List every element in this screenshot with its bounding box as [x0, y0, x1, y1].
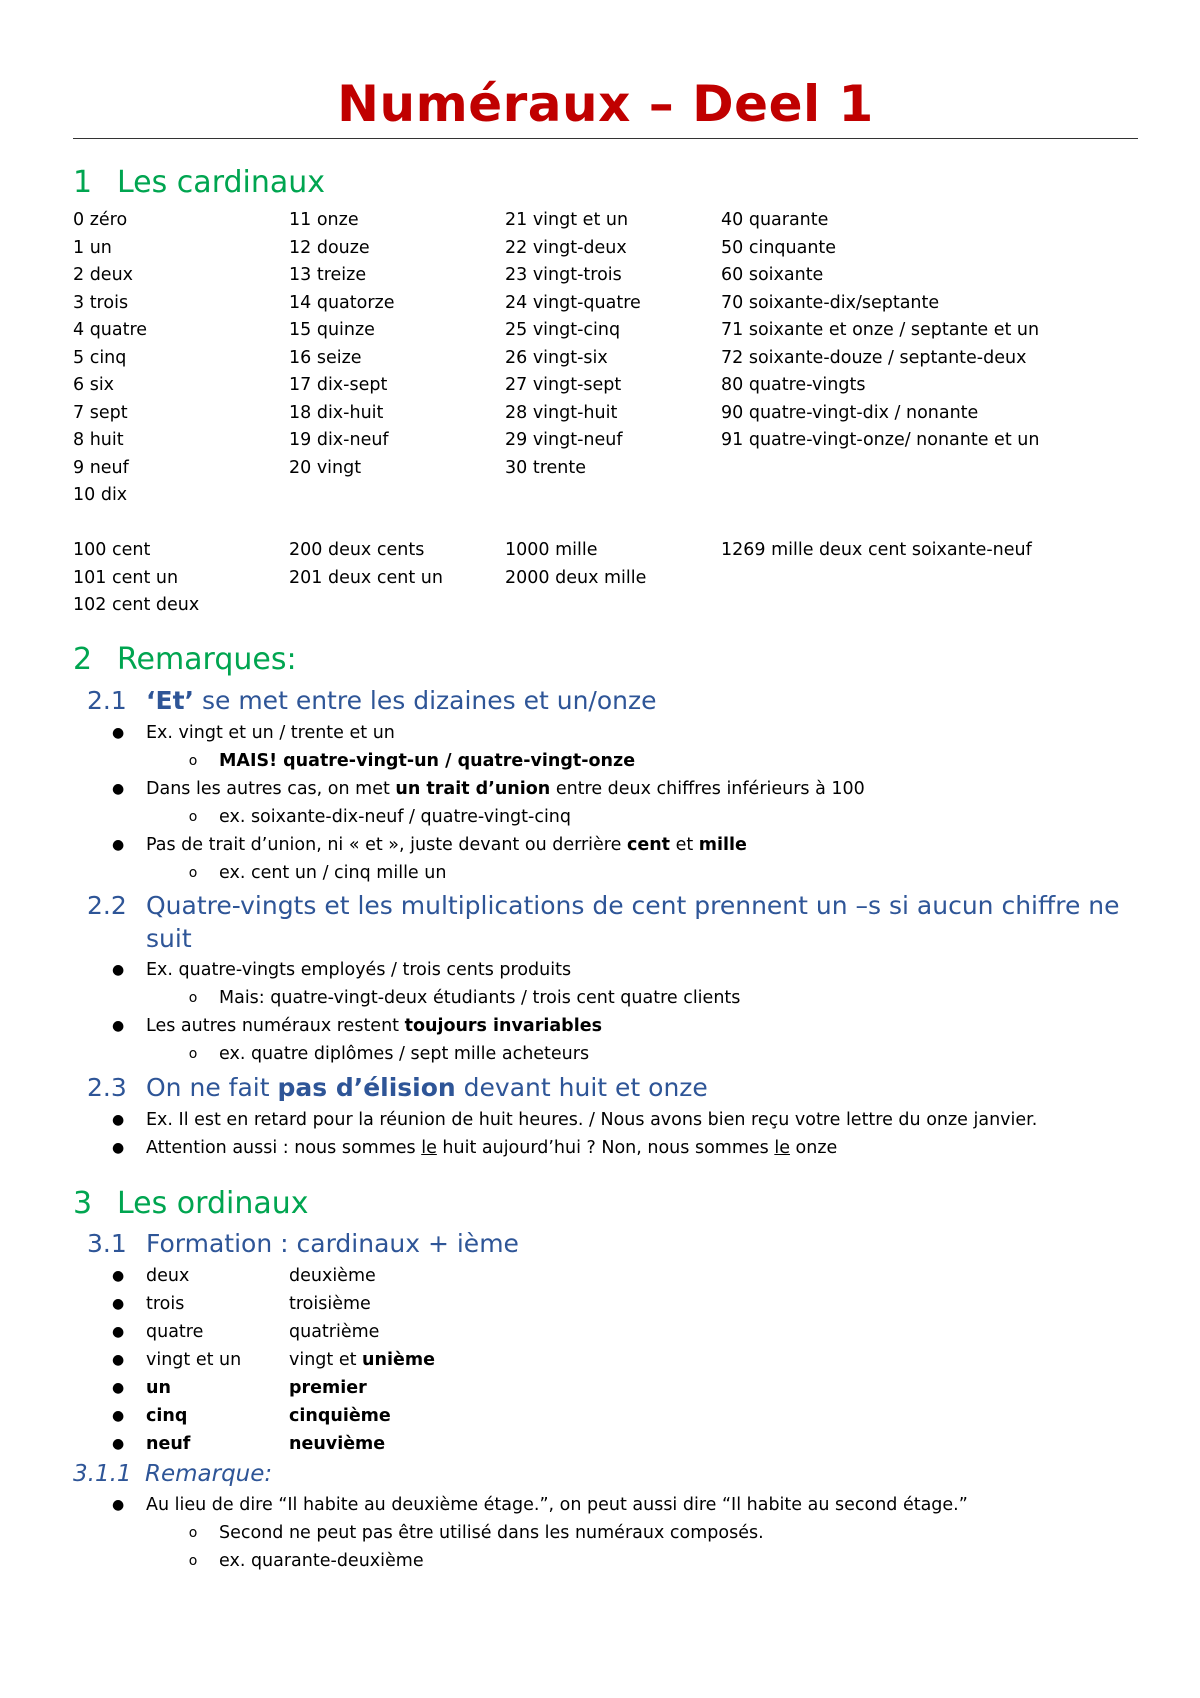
bullet-text: Ex. quatre-vingts employés / trois cents produits — [146, 960, 572, 980]
bullet-icon: ● — [112, 1408, 125, 1424]
heading-number: 2.1 — [87, 686, 127, 715]
bullet-text: Ex. Il est en retard pour la réunion de huit heures. / Nous avons bien reçu votre lettre du onze janvier. — [146, 1110, 1038, 1130]
cardinal-entry: 14 quatorze — [289, 292, 395, 313]
ordinal-form: quatrième — [289, 1322, 380, 1342]
cardinal-entry: 2000 deux mille — [505, 567, 647, 588]
heading-text: Formation : cardinaux + ième — [146, 1229, 519, 1258]
ordinal-cardinal: vingt et un — [146, 1350, 242, 1370]
cardinal-entry: 4 quatre — [73, 320, 148, 340]
cardinal-column-4 — [721, 537, 1032, 565]
sub-bullet-item — [188, 1548, 424, 1576]
heading-cardinaux — [73, 163, 325, 203]
cardinal-entry: 1 un — [73, 237, 112, 258]
ordinal-form: cinquième — [289, 1406, 391, 1426]
bullet-text: onze — [789, 1138, 838, 1158]
cardinal-entry: 91 quatre-vingt-onze/ nonante et un — [721, 430, 1040, 450]
ordinal-cardinal: deux — [146, 1266, 190, 1286]
ordinal-form: premier — [289, 1378, 367, 1398]
bullet-text: entre deux chiffres inférieurs à 100 — [550, 779, 865, 799]
heading-3-1-1 — [73, 1459, 272, 1489]
cardinal-entry: 40 quarante — [721, 210, 829, 230]
ordinal-cardinal: un — [146, 1378, 171, 1398]
cardinal-entry: 100 cent — [73, 540, 151, 560]
cardinal-column-2 — [289, 537, 443, 592]
cardinal-entry: 70 soixante-dix/septante — [721, 292, 940, 313]
heading-emphasis: ‘Et’ — [146, 686, 195, 715]
bullet-item — [112, 1135, 838, 1163]
cardinal-entry: 18 dix-huit — [289, 402, 384, 423]
ordinal-cardinal: quatre — [146, 1322, 204, 1342]
title-underline — [73, 138, 1138, 139]
ordinal-form: troisième — [289, 1294, 371, 1314]
heading-3-1 — [87, 1227, 1147, 1260]
bullet-icon: ● — [112, 1436, 125, 1452]
cardinal-entry: 25 vingt-cinq — [505, 320, 621, 340]
cardinal-entry: 6 six — [73, 375, 115, 395]
bullet-icon: ● — [112, 1352, 125, 1368]
cardinal-entry: 90 quatre-vingt-dix / nonante — [721, 402, 979, 423]
cardinal-entry: 1269 mille deux cent soixante-neuf — [721, 540, 1032, 560]
ordinal-row — [112, 1347, 435, 1375]
cardinal-entry: 24 vingt-quatre — [505, 292, 641, 313]
cardinal-entry: 201 deux cent un — [289, 567, 443, 588]
bullet-text: Second ne peut pas être utilisé dans les numéraux composés. — [219, 1523, 764, 1543]
cardinal-entry: 16 seize — [289, 347, 362, 368]
heading-text — [146, 684, 1147, 717]
bullet-text: huit aujourd’hui ? Non, nous sommes — [436, 1138, 775, 1158]
heading-text: Remarques: — [117, 642, 297, 677]
bullet-text: Dans les autres cas, on met — [146, 779, 396, 799]
bullet-icon: ● — [112, 725, 125, 741]
heading-text — [146, 1071, 1147, 1104]
bullet-text: ex. cent un / cinq mille un — [219, 863, 447, 883]
heading-ordinaux — [73, 1184, 309, 1224]
cardinal-entry: 60 soixante — [721, 265, 824, 285]
cardinal-entry: 80 quatre-vingts — [721, 375, 866, 395]
bullet-item — [112, 1107, 1038, 1135]
ordinal-cardinal: cinq — [146, 1406, 188, 1426]
cardinal-column-3 — [505, 207, 641, 482]
bullet-text: MAIS! quatre-vingt-un / quatre-vingt-onze — [219, 751, 636, 771]
bullet-icon: ● — [112, 962, 125, 978]
cardinal-entry: 20 vingt — [289, 457, 362, 478]
bullet-icon: ● — [112, 1268, 125, 1284]
sub-bullet-icon: o — [188, 865, 198, 881]
bullet-text: Les autres numéraux restent — [146, 1016, 405, 1036]
cardinal-entry: 26 vingt-six — [505, 347, 608, 368]
cardinal-column-1 — [73, 207, 147, 510]
bullet-icon: ● — [112, 1296, 125, 1312]
heading-rest: se met entre les dizaines et un/onze — [194, 686, 657, 715]
cardinal-entry: 21 vingt et un — [505, 210, 629, 230]
ordinal-form: neuvième — [289, 1434, 386, 1454]
cardinal-entry: 22 vingt-deux — [505, 237, 627, 258]
sub-bullet-icon: o — [188, 1046, 198, 1062]
cardinal-entry: 101 cent un — [73, 567, 179, 588]
heading-number: 3.1.1 — [73, 1461, 132, 1487]
bullet-text: ex. quarante-deuxième — [219, 1551, 424, 1571]
cardinal-entry: 71 soixante et onze / septante et un — [721, 320, 1040, 340]
ordinal-row — [112, 1431, 386, 1459]
bullet-item — [112, 776, 865, 804]
bullet-item — [112, 957, 572, 985]
cardinal-entry: 7 sept — [73, 402, 128, 423]
bullet-emphasis: toujours invariables — [404, 1016, 602, 1036]
ordinal-row — [112, 1319, 380, 1347]
cardinal-entry: 28 vingt-huit — [505, 402, 618, 423]
ordinal-cardinal: trois — [146, 1294, 185, 1314]
sub-bullet-item — [188, 985, 741, 1013]
bullet-underline: le — [421, 1138, 437, 1158]
bullet-item — [112, 1492, 968, 1520]
cardinal-entry: 1000 mille — [505, 540, 598, 560]
bullet-emphasis: mille — [698, 835, 747, 855]
cardinal-entry: 23 vingt-trois — [505, 265, 622, 285]
ordinal-row — [112, 1263, 376, 1291]
cardinal-entry: 50 cinquante — [721, 237, 837, 258]
sub-bullet-icon: o — [188, 990, 198, 1006]
bullet-text: ex. soixante-dix-neuf / quatre-vingt-cinq — [219, 807, 571, 827]
bullet-icon: ● — [112, 1497, 125, 1513]
ordinal-form: vingt et — [289, 1350, 363, 1370]
cardinal-entry: 8 huit — [73, 430, 124, 450]
cardinal-column-4 — [721, 207, 1039, 455]
bullet-text: et — [670, 835, 699, 855]
heading-text: Remarque: — [145, 1461, 273, 1487]
ordinal-row — [112, 1403, 391, 1431]
sub-bullet-icon: o — [188, 1525, 198, 1541]
cardinal-entry: 72 soixante-douze / septante-deux — [721, 347, 1027, 368]
cardinal-entry: 5 cinq — [73, 347, 127, 368]
bullet-underline: le — [774, 1138, 790, 1158]
bullet-emphasis: cent — [626, 835, 671, 855]
bullet-text: ex. quatre diplômes / sept mille acheteurs — [219, 1044, 590, 1064]
bullet-text: Mais: quatre-vingt-deux étudiants / trois cent quatre clients — [219, 988, 741, 1008]
ordinal-form: deuxième — [289, 1266, 376, 1286]
bullet-text: Ex. vingt et un / trente et un — [146, 723, 395, 743]
ordinal-row — [112, 1291, 371, 1319]
heading-number: 3 — [73, 1186, 93, 1221]
bullet-item — [112, 720, 395, 748]
cardinal-entry: 0 zéro — [73, 210, 128, 230]
cardinal-entry: 9 neuf — [73, 457, 129, 478]
sub-bullet-icon: o — [188, 1553, 198, 1569]
bullet-icon: ● — [112, 1112, 125, 1128]
bullet-icon: ● — [112, 1140, 125, 1156]
bullet-text: Au lieu de dire “Il habite au deuxième étage.”, on peut aussi dire “Il habite au second étage.” — [146, 1495, 968, 1515]
bullet-icon: ● — [112, 1324, 125, 1340]
cardinal-column-2 — [289, 207, 394, 482]
bullet-icon: ● — [112, 1018, 125, 1034]
heading-2-1 — [87, 684, 1147, 717]
bullet-icon: ● — [112, 781, 125, 797]
sub-bullet-item — [188, 1041, 590, 1069]
heading-number: 2.2 — [87, 891, 127, 920]
heading-remarques — [73, 640, 297, 680]
cardinal-entry: 200 deux cents — [289, 540, 425, 560]
sub-bullet-icon: o — [188, 753, 198, 769]
cardinal-entry: 12 douze — [289, 237, 370, 258]
cardinal-entry: 2 deux — [73, 265, 134, 285]
cardinal-entry: 3 trois — [73, 292, 129, 313]
page-title: Numéraux – Deel 1 — [337, 75, 874, 133]
heading-number: 2 — [73, 642, 93, 677]
bullet-icon: ● — [112, 837, 125, 853]
heading-text: Quatre-vingts et les multiplications de cent prennent un –s si aucun chiffre ne suit — [146, 891, 1120, 953]
sub-bullet-item — [188, 1520, 764, 1548]
cardinal-entry: 13 treize — [289, 265, 367, 285]
sub-bullet-item — [188, 860, 447, 888]
heading-text: Les cardinaux — [117, 165, 326, 200]
cardinal-column-1 — [73, 537, 199, 620]
cardinal-entry: 102 cent deux — [73, 595, 200, 615]
cardinal-entry: 15 quinze — [289, 320, 375, 340]
ordinal-row — [112, 1375, 367, 1403]
heading-2-3 — [87, 1071, 1147, 1104]
heading-rest: On ne fait — [146, 1073, 278, 1102]
heading-number: 3.1 — [87, 1229, 127, 1258]
cardinal-entry: 10 dix — [73, 485, 128, 505]
cardinal-entry: 17 dix-sept — [289, 375, 388, 395]
cardinal-entry: 29 vingt-neuf — [505, 430, 623, 450]
cardinal-entry: 30 trente — [505, 457, 586, 478]
cardinal-column-3 — [505, 537, 646, 592]
bullet-item — [112, 1013, 602, 1041]
cardinal-entry: 11 onze — [289, 210, 359, 230]
sub-bullet-item — [188, 748, 636, 776]
bullet-text: Attention aussi : nous sommes — [146, 1138, 422, 1158]
heading-2-2 — [87, 889, 1147, 955]
bullet-item — [112, 832, 747, 860]
heading-rest: devant huit et onze — [455, 1073, 708, 1102]
ordinal-cardinal: neuf — [146, 1434, 191, 1454]
heading-number: 1 — [73, 165, 93, 200]
bullet-text: Pas de trait d’union, ni « et », juste devant ou derrière — [146, 835, 627, 855]
bullet-icon: ● — [112, 1380, 125, 1396]
heading-number: 2.3 — [87, 1073, 127, 1102]
sub-bullet-icon: o — [188, 809, 198, 825]
bullet-emphasis: un trait d’union — [395, 779, 551, 799]
heading-text: Les ordinaux — [117, 1186, 309, 1221]
heading-emphasis: pas d’élision — [277, 1073, 456, 1102]
ordinal-emphasis: unième — [362, 1350, 435, 1370]
cardinal-entry: 19 dix-neuf — [289, 430, 389, 450]
cardinal-entry: 27 vingt-sept — [505, 375, 622, 395]
sub-bullet-item — [188, 804, 571, 832]
